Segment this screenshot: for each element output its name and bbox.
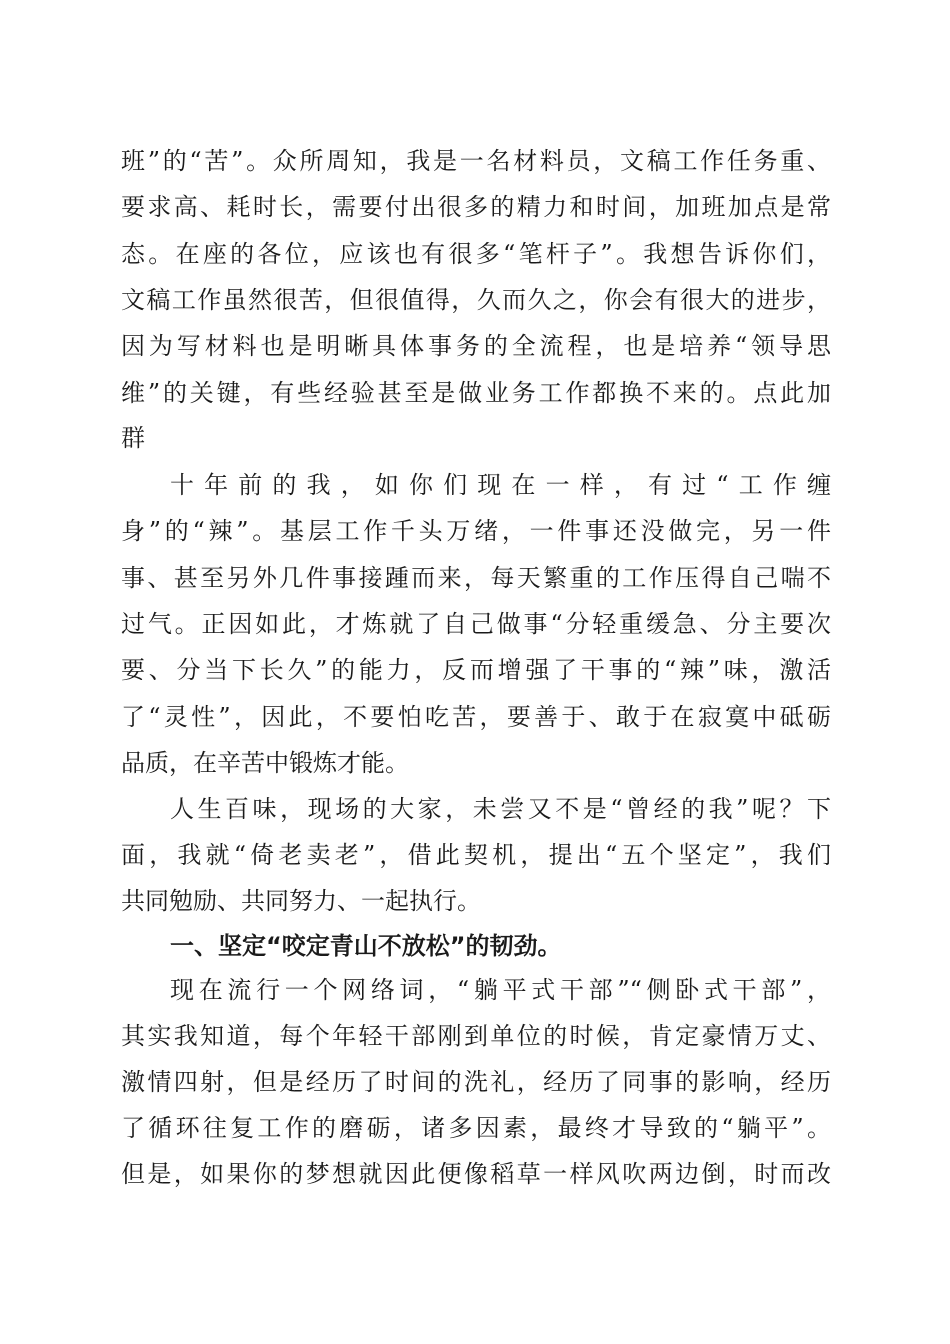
text-line-1: 班”的“苦”。众所周知，我是一名材料员，文稿工作任务重、 xyxy=(121,147,831,175)
text-line-15: 人生百味，现场的大家，未尝又不是“曾经的我”呢？下 xyxy=(170,795,831,823)
text-line-17: 共同勉励、共同努力、一起执行。 xyxy=(121,887,481,915)
text-line-3: 态。在座的各位，应该也有很多“笔杆子”。我想告诉你们， xyxy=(121,240,831,268)
text-line-19: 现在流行一个网络词，“躺平式干部”“侧卧式干部”， xyxy=(170,976,831,1004)
text-line-6: 维”的关键，有些经验甚至是做业务工作都换不来的。点此加 xyxy=(121,379,831,407)
text-line-5: 因为写材料也是明晰具体事务的全流程，也是培养“领导思 xyxy=(121,332,831,360)
text-line-2: 要求高、耗时长，需要付出很多的精力和时间，加班加点是常 xyxy=(121,193,831,221)
text-line-12: 要、分当下长久”的能力，反而增强了干事的“辣”味，激活 xyxy=(121,656,831,684)
text-line-23: 但是，如果你的梦想就因此便像稻草一样风吹两边倒，时而改 xyxy=(121,1160,831,1188)
text-line-22: 了循环往复工作的磨砺，诸多因素，最终才导致的“躺平”。 xyxy=(121,1114,831,1142)
text-line-7: 群 xyxy=(121,424,145,452)
text-line-10: 事、甚至另外几件事接踵而来，每天繁重的工作压得自己喘不 xyxy=(121,564,831,592)
text-line-16: 面，我就“倚老卖老”，借此契机，提出“五个坚定”，我们 xyxy=(121,841,831,869)
text-line-4: 文稿工作虽然很苦，但很值得，久而久之，你会有很大的进步， xyxy=(121,286,831,314)
section-heading: 一、坚定“咬定青山不放松”的韧劲。 xyxy=(170,932,562,960)
text-line-20: 其实我知道，每个年轻干部刚到单位的时候，肯定豪情万丈、 xyxy=(121,1022,831,1050)
text-line-13: 了“灵性”，因此，不要怕吃苦，要善于、敢于在寂寞中砥砺 xyxy=(121,703,831,731)
text-line-8: 十年前的我，如你们现在一样，有过“工作缠 xyxy=(170,471,831,499)
text-line-14: 品质，在辛苦中锻炼才能。 xyxy=(121,749,409,777)
text-line-21: 激情四射，但是经历了时间的洗礼，经历了同事的影响，经历 xyxy=(121,1068,831,1096)
text-line-9: 身”的“辣”。基层工作千头万绪，一件事还没做完，另一件 xyxy=(121,517,831,545)
text-line-11: 过气。正因如此，才炼就了自己做事“分轻重缓急、分主要次 xyxy=(121,610,831,638)
